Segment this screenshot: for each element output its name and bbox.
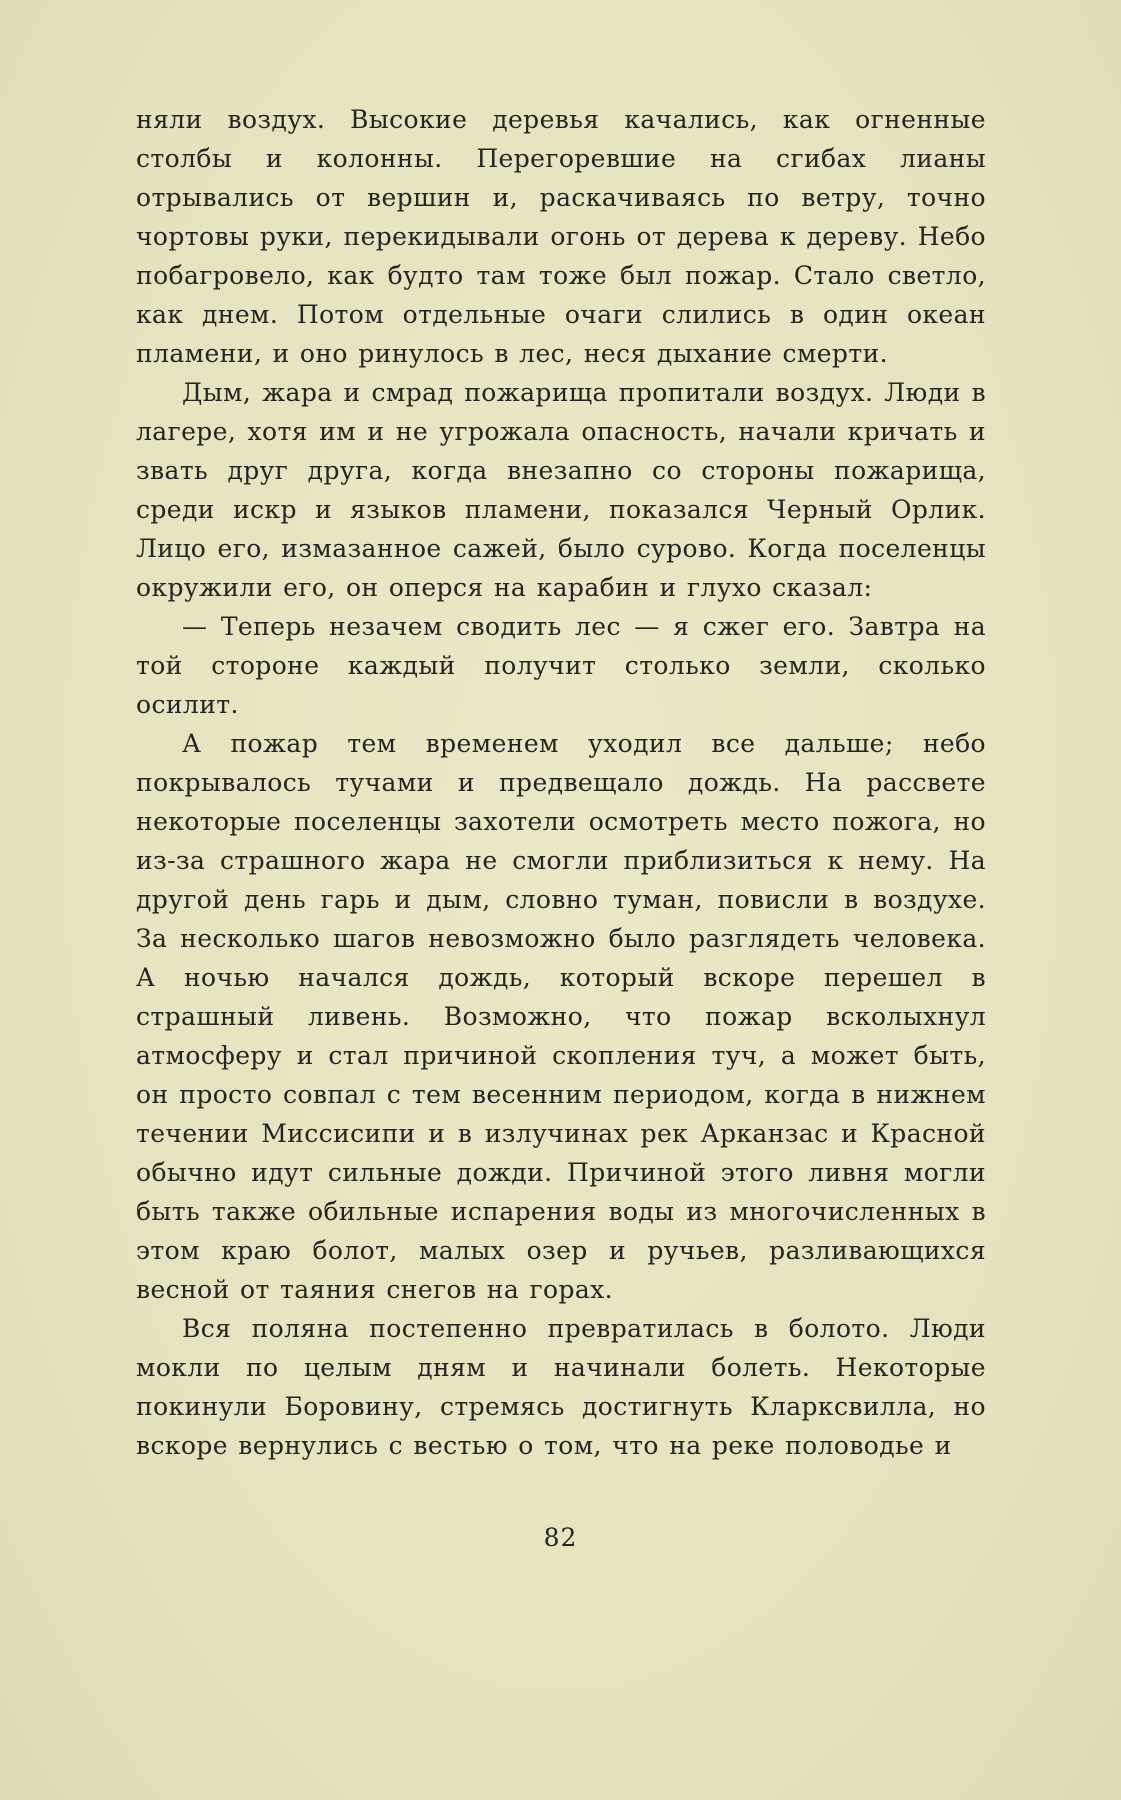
paragraph-4: А пожар тем временем уходил все дальше; небо покрывалось тучами и предвещало дождь. На рассвете некоторые поселенцы захотели осмотреть место пожога, но из-за страшного жара не смогли приблизиться к нему. На другой день гарь и дым, словно туман, повисли в воздухе. За несколько шагов невозможно было разглядеть человека. А ночью начался дождь, который вскоре перешел в страшный ливень. Возможно, что пожар всколыхнул атмосферу и стал причиной скопления туч, а может быть, он просто совпал с тем весенним периодом, когда в нижнем течении Миссисипи и в излучинах рек Арканзас и Красной обычно идут сильные дожди. Причиной этого ливня могли быть также обильные испарения воды из многочисленных в этом краю болот, малых озер и ручьев, разливающихся весной от таяния снегов на горах. bbox=[136, 729, 986, 1304]
body-text bbox=[136, 100, 986, 1465]
page-number: 82 bbox=[543, 1523, 578, 1552]
paragraph-2: Дым, жара и смрад пожарища пропитали воздух. Люди в лагере, хотя им и не угрожала опасность, начали кричать и звать друг друга, когда внезапно со стороны пожарища, среди искр и языков пламени, показался Черный Орлик. Лицо его, измазанное сажей, было сурово. Когда поселенцы окружили его, он оперся на карабин и глухо сказал: bbox=[136, 378, 986, 602]
paragraph-5: Вся поляна постепенно превратилась в болото. Люди мокли по целым дням и начинали болеть. Некоторые покинули Боровину, стремясь достигнуть Кларксвилла, но вскоре вернулись с вестью о том, что на реке половодье и bbox=[136, 1314, 986, 1460]
paragraph-3-dialogue: — Теперь незачем сводить лес — я сжег его. Завтра на той стороне каждый получит столько земли, сколько осилит. bbox=[136, 612, 986, 719]
paragraph-1: няли воздух. Высокие деревья качались, как огненные столбы и колонны. Перегоревшие на сгибах лианы отрывались от вершин и, раскачиваясь по ветру, точно чортовы руки, перекидывали огонь от дерева к дереву. Небо побагровело, как будто там тоже был пожар. Стало светло, как днем. Потом отдельные очаги слились в один океан пламени, и оно ринулось в лес, неся дыхание смерти. bbox=[136, 105, 986, 368]
